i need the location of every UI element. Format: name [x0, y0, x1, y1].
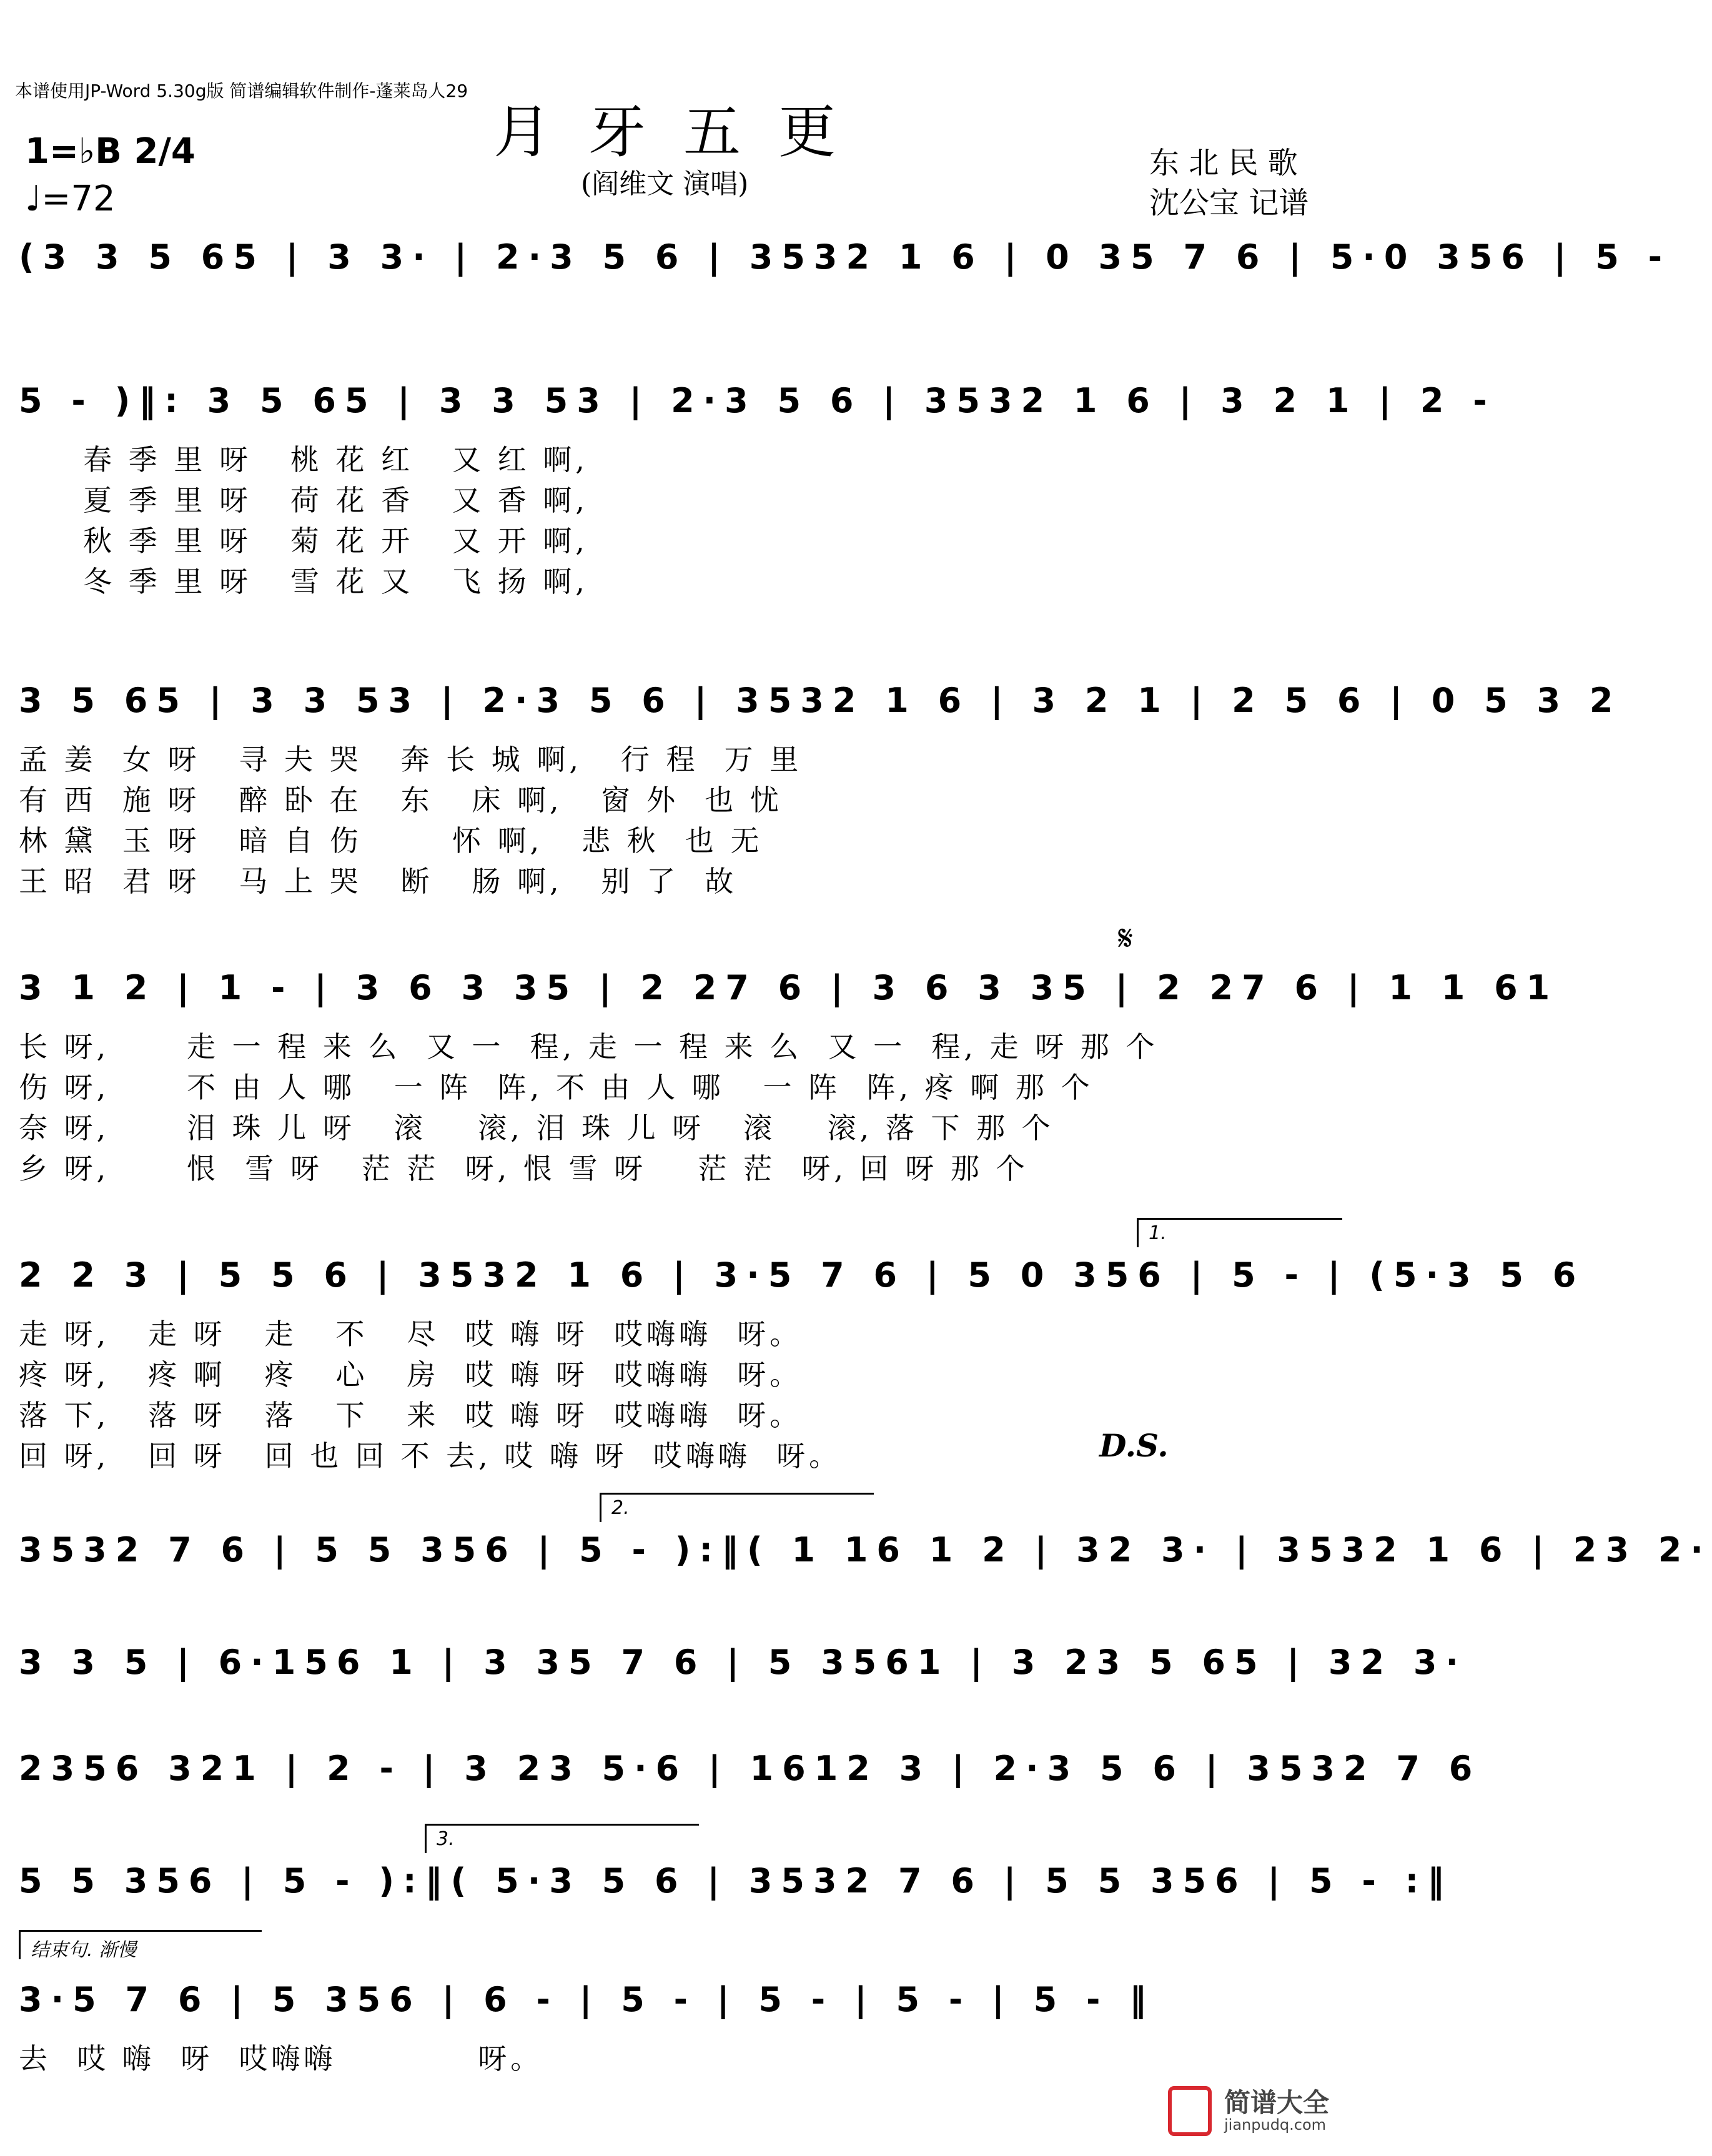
- coda-bracket: 结束句. 渐慢: [19, 1930, 262, 1959]
- notes-line: 5 - )‖: 3 5 65 | 3 3 53 | 2·3 5 6 | 3532 1 6 | 3 2 1 | 2 -: [19, 381, 1496, 420]
- ds-marking: D.S.: [1099, 1427, 1169, 1464]
- volta-2: 2.: [600, 1493, 874, 1522]
- notes-line: 3 3 5 | 6·156 1 | 3 35 7 6 | 5 3561 | 3 23 5 65 | 32 3·: [19, 1643, 1467, 1682]
- lyric-verse-3: 落 下, 落 呀 落 下 来 哎 嗨 呀 哎嗨嗨 呀。: [19, 1398, 803, 1432]
- lyric-verse-2: 有 西 施 呀 醉 卧 在 东 床 啊, 窗 外 也 忧: [19, 783, 783, 817]
- site-logo: [1168, 2080, 1349, 2142]
- notes-line: 2 2 3 | 5 5 6 | 3532 1 6 | 3·5 7 6 | 5 0 356 | 5 - | (5·3 5 6: [19, 1255, 1585, 1295]
- lyric-verse-3: 林 黛 玉 呀 暗 自 伤 怀 啊, 悲 秋 也 无: [19, 824, 763, 858]
- notes-line: (3 3 5 65 | 3 3· | 2·3 5 6 | 3532 1 6 | 0 35 7 6 | 5·0 356 | 5 -: [19, 237, 1671, 277]
- lyric-verse-3: 秋 季 里 呀 菊 花 开 又 开 啊,: [19, 524, 588, 558]
- genre-label: 东 北 民 歌: [1149, 146, 1298, 180]
- song-subtitle: (阎维文 演唱): [581, 168, 749, 200]
- lyric-verse-3: 奈 呀, 泪 珠 儿 呀 滚 滚, 泪 珠 儿 呀 滚 滚, 落 下 那 个: [19, 1111, 1054, 1145]
- lyric-verse-1: 走 呀, 走 呀 走 不 尽 哎 嗨 呀 哎嗨嗨 呀。: [19, 1317, 803, 1351]
- lyric-verse-4: 冬 季 里 呀 雪 花 又 飞 扬 啊,: [19, 565, 588, 598]
- lyric-verse-2: 伤 呀, 不 由 人 哪 一 阵 阵, 不 由 人 哪 一 阵 阵, 疼 啊 那 个: [19, 1071, 1094, 1104]
- lyric-verse-1: 去 哎 嗨 呀 哎嗨嗨 呀。: [19, 2042, 543, 2075]
- notes-line: 3 1 2 | 1 - | 3 6 3 35 | 2 27 6 | 3 6 3 35 | 2 27 6 | 1 1 61: [19, 968, 1559, 1007]
- lyric-verse-1: 孟 姜 女 呀 寻 夫 哭 奔 长 城 啊, 行 程 万 里: [19, 743, 803, 776]
- notes-line: 3·5 7 6 | 5 356 | 6 - | 5 - | 5 - | 5 - | 5 - ‖: [19, 1980, 1155, 2019]
- notes-line: 2356 321 | 2 - | 3 23 5·6 | 1612 3 | 2·3 5 6 | 3532 7 6: [19, 1749, 1482, 1788]
- transcriber-label: 沈公宝 记谱: [1149, 185, 1309, 220]
- key-signature: 1=♭B 2/4: [25, 131, 195, 172]
- notes-line: 3 5 65 | 3 3 53 | 2·3 5 6 | 3532 1 6 | 3 2 1 | 2 5 6 | 0 5 3 2: [19, 681, 1622, 720]
- software-credit: 本谱使用JP-Word 5.30g版 简谱编辑软件制作-蓬莱岛人29: [15, 81, 468, 101]
- segno-sign: 𝄋: [1118, 918, 1134, 959]
- piano-icon: [1168, 2086, 1212, 2136]
- volta-3: 3.: [425, 1824, 699, 1853]
- lyric-verse-4: 乡 呀, 恨 雪 呀 茫 茫 呀, 恨 雪 呀 茫 茫 呀, 回 呀 那 个: [19, 1152, 1029, 1185]
- lyric-verse-1: 春 季 里 呀 桃 花 红 又 红 啊,: [19, 443, 588, 477]
- notes-line: 3532 7 6 | 5 5 356 | 5 - ):‖( 1 16 1 2 | 32 3· | 3532 1 6 | 23 2·: [19, 1530, 1712, 1570]
- logo-name: 简谱大全: [1224, 2087, 1330, 2118]
- lyric-verse-4: 回 呀, 回 呀 回 也 回 不 去, 哎 嗨 呀 哎嗨嗨 呀。: [19, 1439, 842, 1473]
- lyric-verse-4: 王 昭 君 呀 马 上 哭 断 肠 啊, 别 了 故: [19, 864, 738, 898]
- lyric-verse-1: 长 呀, 走 一 程 来 么 又 一 程, 走 一 程 来 么 又 一 程, 走 呀 那 个: [19, 1030, 1159, 1064]
- volta-1: 1.: [1137, 1218, 1342, 1247]
- tempo-marking: ♩=72: [25, 179, 116, 219]
- lyric-verse-2: 夏 季 里 呀 荷 花 香 又 香 啊,: [19, 483, 588, 517]
- notes-line: 5 5 356 | 5 - ):‖( 5·3 5 6 | 3532 7 6 | 5 5 356 | 5 - :‖: [19, 1861, 1453, 1901]
- lyric-verse-2: 疼 呀, 疼 啊 疼 心 房 哎 嗨 呀 哎嗨嗨 呀。: [19, 1358, 803, 1392]
- song-title: 月牙五更: [493, 99, 874, 166]
- logo-url: jianpudq.com: [1224, 2116, 1327, 2134]
